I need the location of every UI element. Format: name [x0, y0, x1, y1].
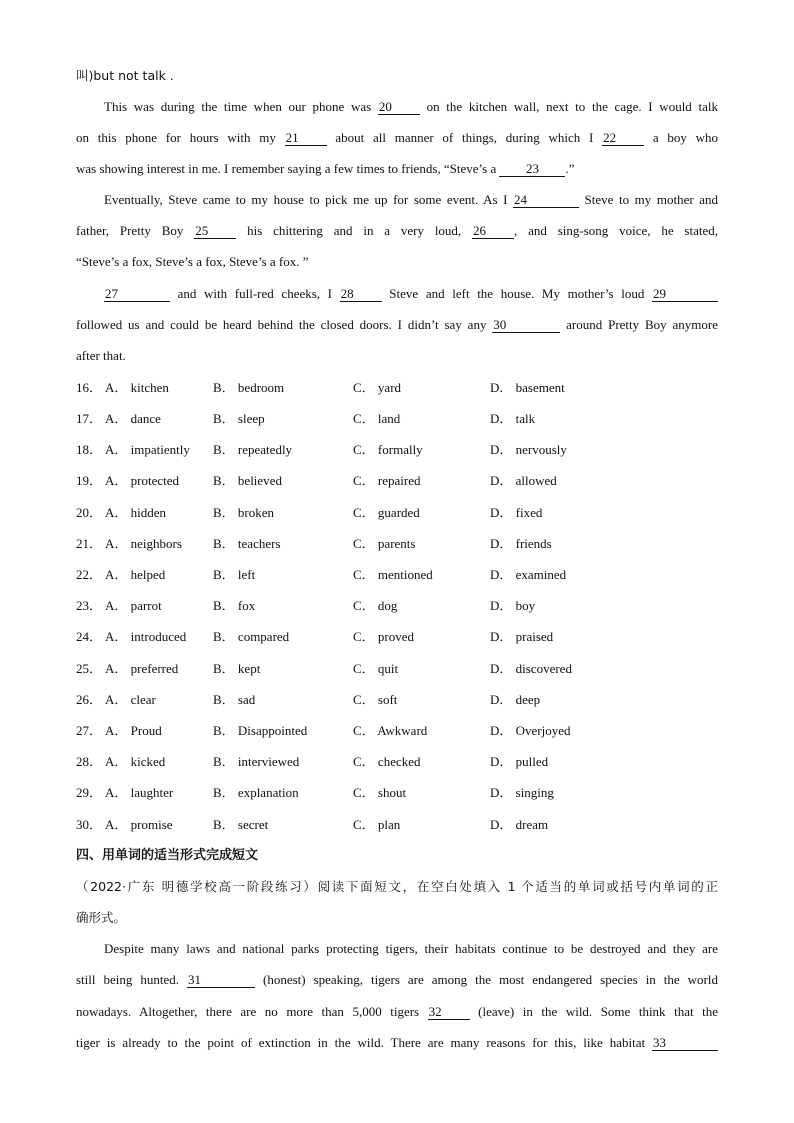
- blank-22: 22: [602, 131, 644, 146]
- option-b: B． believed: [213, 473, 282, 488]
- question-row: [76, 503, 718, 523]
- passage-line: [76, 970, 718, 990]
- question-number: 20．: [76, 505, 103, 520]
- passage-line: [104, 939, 718, 959]
- passage-text: “Steve’s a fox, Steve’s a fox, Steve’s a fox. ”: [76, 254, 309, 269]
- question-number: 25．: [76, 661, 103, 676]
- option-d: D． boy: [490, 598, 536, 613]
- passage-text: still being hunted.: [76, 972, 187, 987]
- option-d: D． deep: [490, 692, 541, 707]
- question-row: [76, 565, 718, 585]
- question-row: [76, 440, 718, 460]
- blank-33: 33: [652, 1036, 718, 1051]
- passage-line: [76, 159, 718, 179]
- option-d: D． friends: [490, 536, 552, 551]
- passage-text: father, Pretty Boy: [76, 223, 195, 238]
- passage-text: .”: [565, 161, 575, 176]
- option-b: B． repeatedly: [213, 442, 293, 457]
- option-b: B． sad: [213, 692, 256, 707]
- option-b: B． fox: [213, 598, 256, 613]
- question-number: 17．: [76, 411, 103, 426]
- question-number: 30．: [76, 817, 103, 832]
- question-row: [76, 409, 718, 429]
- option-d: D． fixed: [490, 505, 543, 520]
- option-a: A． preferred: [105, 661, 179, 676]
- question-row: [76, 783, 718, 803]
- option-c: C． soft: [353, 692, 398, 707]
- instruction-text: [76, 908, 718, 928]
- blank-28: 28: [340, 287, 382, 302]
- question-number: 16．: [76, 380, 103, 395]
- instruction-line: （2022·广东 明德学校高一阶段练习）阅读下面短文，在空白处填入 1 个适当的单词或括号内单词的正: [76, 879, 718, 894]
- passage-line: [76, 221, 718, 241]
- option-c: C． yard: [353, 380, 402, 395]
- option-a: A． parrot: [105, 598, 162, 613]
- passage-text: Steve and left the house. My mother’s loud: [381, 286, 652, 301]
- blank-21: 21: [285, 131, 327, 146]
- option-c: C． dog: [353, 598, 398, 613]
- passage-text: Eventually, Steve came to my house to pick me up for some event. As I: [104, 192, 513, 207]
- option-a: A． impatiently: [105, 442, 190, 457]
- option-d: D． basement: [490, 380, 565, 395]
- passage-text: on the kitchen wall, next to the cage. I would talk: [419, 99, 718, 114]
- option-a: A． dance: [105, 411, 161, 426]
- blank-26: 26: [472, 224, 514, 239]
- question-number: 21．: [76, 536, 103, 551]
- blank-27: 27: [104, 287, 170, 302]
- option-a: A． clear: [105, 692, 156, 707]
- option-b: B． explanation: [213, 785, 299, 800]
- option-c: C． mentioned: [353, 567, 433, 582]
- passage-text: 叫)but not talk .: [76, 68, 174, 83]
- passage-line: [104, 190, 718, 210]
- option-d: D． Overjoyed: [490, 723, 571, 738]
- passage-text: followed us and could be heard behind the closed doors. I didn’t say any: [76, 317, 493, 332]
- blank-30: 30: [492, 318, 560, 333]
- passage-text: after that.: [76, 348, 126, 363]
- section-heading: 四、用单词的适当形式完成短文: [76, 848, 259, 863]
- question-row: [76, 378, 718, 398]
- option-b: B． sleep: [213, 411, 265, 426]
- option-a: A． Proud: [105, 723, 162, 738]
- question-row: [76, 659, 718, 679]
- passage-text: his chittering and in a very loud,: [236, 223, 473, 238]
- question-row: [76, 690, 718, 710]
- option-c: C． Awkward: [353, 723, 428, 738]
- option-a: A． laughter: [105, 785, 174, 800]
- passage-line: [104, 97, 718, 117]
- option-a: A． kitchen: [105, 380, 169, 395]
- option-b: B． bedroom: [213, 380, 285, 395]
- passage-text: around Pretty Boy anymore: [560, 317, 718, 332]
- blank-31: 31: [187, 973, 255, 988]
- option-a: A． protected: [105, 473, 180, 488]
- option-b: B． compared: [213, 629, 290, 644]
- option-a: A． neighbors: [105, 536, 182, 551]
- option-d: D． nervously: [490, 442, 567, 457]
- option-b: B． teachers: [213, 536, 281, 551]
- option-c: C． checked: [353, 754, 421, 769]
- question-number: 28．: [76, 754, 103, 769]
- passage-line: [104, 284, 718, 304]
- option-d: D． singing: [490, 785, 554, 800]
- passage-text: nowadays. Altogether, there are no more than 5,000 tigers: [76, 1004, 428, 1019]
- blank-24: 24: [513, 193, 579, 208]
- passage-line: [76, 346, 718, 366]
- passage-text: , and sing-song voice, he stated,: [514, 223, 718, 238]
- option-b: B． Disappointed: [213, 723, 308, 738]
- option-c: C． guarded: [353, 505, 420, 520]
- option-a: A． helped: [105, 567, 166, 582]
- passage-line: [76, 252, 718, 272]
- option-c: C． plan: [353, 817, 401, 832]
- blank-32: 32: [428, 1005, 470, 1020]
- question-number: 27．: [76, 723, 103, 738]
- passage-text: Despite many laws and national parks protecting tigers, their habitats continue to be destroyed and they are: [104, 941, 718, 956]
- blank-20: 20: [378, 100, 420, 115]
- instruction-line: 确形式。: [76, 910, 127, 925]
- passage-line: [76, 128, 718, 148]
- option-a: A． promise: [105, 817, 173, 832]
- question-number: 23．: [76, 598, 103, 613]
- question-row: [76, 471, 718, 491]
- option-b: B． interviewed: [213, 754, 300, 769]
- option-c: C． shout: [353, 785, 407, 800]
- option-d: D． discovered: [490, 661, 572, 676]
- option-b: B． left: [213, 567, 256, 582]
- option-a: A． introduced: [105, 629, 187, 644]
- option-b: B． broken: [213, 505, 275, 520]
- passage-text: Steve to my mother and: [578, 192, 719, 207]
- question-row: [76, 534, 718, 554]
- passage-text: was showing interest in me. I remember saying a few times to friends, “Steve’s a: [76, 161, 500, 176]
- passage-line: [76, 1002, 718, 1022]
- option-a: A． hidden: [105, 505, 167, 520]
- question-number: 24．: [76, 629, 103, 644]
- option-c: C． quit: [353, 661, 399, 676]
- question-number: 22．: [76, 567, 103, 582]
- option-b: B． kept: [213, 661, 261, 676]
- option-b: B． secret: [213, 817, 269, 832]
- option-c: C． formally: [353, 442, 423, 457]
- passage-text: about all manner of things, during which I: [326, 130, 603, 145]
- passage-text: tiger is already to the point of extinction in the wild. There are many reasons for this, like habitat: [76, 1035, 652, 1050]
- question-number: 18．: [76, 442, 103, 457]
- passage-line: [76, 1033, 718, 1053]
- question-row: [76, 752, 718, 772]
- blank-23: 23: [499, 162, 565, 177]
- question-row: [76, 596, 718, 616]
- option-d: D． dream: [490, 817, 549, 832]
- passage-line: [76, 66, 718, 86]
- option-a: A． kicked: [105, 754, 166, 769]
- option-c: C． proved: [353, 629, 415, 644]
- option-d: D． pulled: [490, 754, 549, 769]
- question-row: [76, 627, 718, 647]
- question-number: 26．: [76, 692, 103, 707]
- option-d: D． praised: [490, 629, 554, 644]
- passage-text: (honest) speaking, tigers are among the most endangered species in the world: [255, 972, 718, 987]
- instruction-text: [76, 877, 718, 897]
- blank-25: 25: [194, 224, 236, 239]
- passage-text: on this phone for hours with my: [76, 130, 285, 145]
- passage-text: a boy who: [644, 130, 718, 145]
- question-row: [76, 815, 718, 835]
- option-c: C． repaired: [353, 473, 421, 488]
- option-d: D． allowed: [490, 473, 557, 488]
- question-row: [76, 721, 718, 741]
- passage-text: and with full-red cheeks, I: [170, 286, 340, 301]
- question-number: 19．: [76, 473, 103, 488]
- option-d: D． examined: [490, 567, 567, 582]
- option-c: C． parents: [353, 536, 416, 551]
- option-c: C． land: [353, 411, 401, 426]
- blank-29: 29: [652, 287, 718, 302]
- option-d: D． talk: [490, 411, 536, 426]
- passage-text: (leave) in the wild. Some think that the: [469, 1004, 718, 1019]
- passage-text: This was during the time when our phone was: [104, 99, 378, 114]
- question-number: 29．: [76, 785, 103, 800]
- passage-line: [76, 315, 718, 335]
